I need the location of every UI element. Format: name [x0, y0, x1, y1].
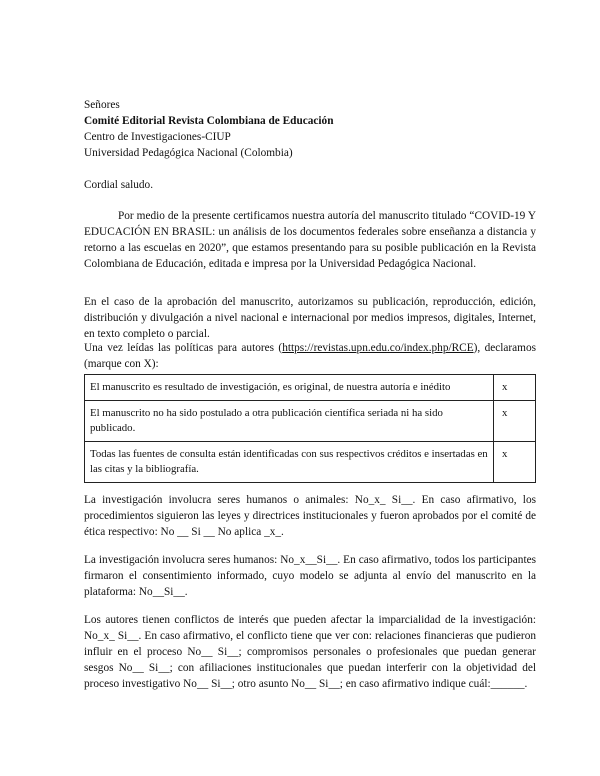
declarations-table: [84, 374, 536, 483]
committee-name: Comité Editorial Revista Colombiana de Educación: [84, 115, 334, 127]
declaration-mark[interactable]: x: [494, 401, 536, 442]
table-row: [85, 442, 536, 483]
policies-paragraph: [84, 340, 536, 372]
question-conflicts: Los autores tienen conflictos de interés que pueden afectar la imparcialidad de la investigación: No_x_ Si__. En caso afirmativo, el conflicto tiene que ver con: relaciones financieras que pudieron influir en el proceso No__ Si__; compromisos personales o profesionales que puedan generar sesgos No__ Si__; con afiliaciones institucionales que puedan interferir con la objetividad del proceso investigativo No__ Si__; otro asunto No__ Si__; en caso afirmativo indique cuál:______.: [84, 614, 536, 690]
declaration-text: El manuscrito es resultado de investigación, es original, de nuestra autoría e inédito: [85, 375, 494, 401]
table-row: [85, 401, 536, 442]
salutation-to: Señores: [84, 99, 120, 111]
authorization-paragraph: En el caso de la aprobación del manuscrito, autorizamos su publicación, reproducción, edición, distribución y divulgación a nivel nacional e internacional por medios impresos, digitales, Internet, en texto completo o parcial.: [84, 296, 536, 340]
certification-paragraph: Por medio de la presente certificamos nuestra autoría del manuscrito titulado “COVID-19 Y EDUCACIÓN EN BRASIL: un análisis de los documentos federales sobre enseñanza a distancia y retorno a las escuelas en 2020”, que estamos presentando para su posible publicación en la Revista Colombiana de Educación, editada e impresa por la Universidad Pedagógica Nacional.: [84, 210, 536, 270]
policies-text-after: ), declaramos (marque con X):: [84, 342, 536, 370]
declaration-mark[interactable]: x: [494, 442, 536, 483]
policies-link[interactable]: https://revistas.upn.edu.co/index.php/RCE: [282, 342, 474, 354]
greeting: Cordial saludo.: [84, 179, 154, 191]
research-center: Centro de Investigaciones-CIUP: [84, 131, 231, 143]
question-humans-consent: La investigación involucra seres humanos: No_x__Si__. En caso afirmativo, todos los participantes firmaron el consentimiento informado, cuyo modelo se adjunta al envío del manuscrito en la plataforma: No__Si__.: [84, 554, 536, 598]
question-humans-animals: La investigación involucra seres humanos o animales: No_x_ Si__. En caso afirmativo, los procedimientos siguieron las leyes y directrices institucionales y fueron aprobados por el comité de ética respectivo: No __ Si __ No aplica _x_.: [84, 494, 536, 538]
university-name: Universidad Pedagógica Nacional (Colombia): [84, 147, 293, 159]
policies-text-before: Una vez leídas las políticas para autores (: [84, 342, 283, 354]
declaration-text: Todas las fuentes de consulta están identificadas con sus respectivos créditos e insertadas en las citas y la bibliografía.: [85, 442, 494, 483]
table-row: [85, 375, 536, 401]
declaration-mark[interactable]: x: [494, 375, 536, 401]
declaration-text: El manuscrito no ha sido postulado a otra publicación científica seriada ni ha sido publicado.: [85, 401, 494, 442]
